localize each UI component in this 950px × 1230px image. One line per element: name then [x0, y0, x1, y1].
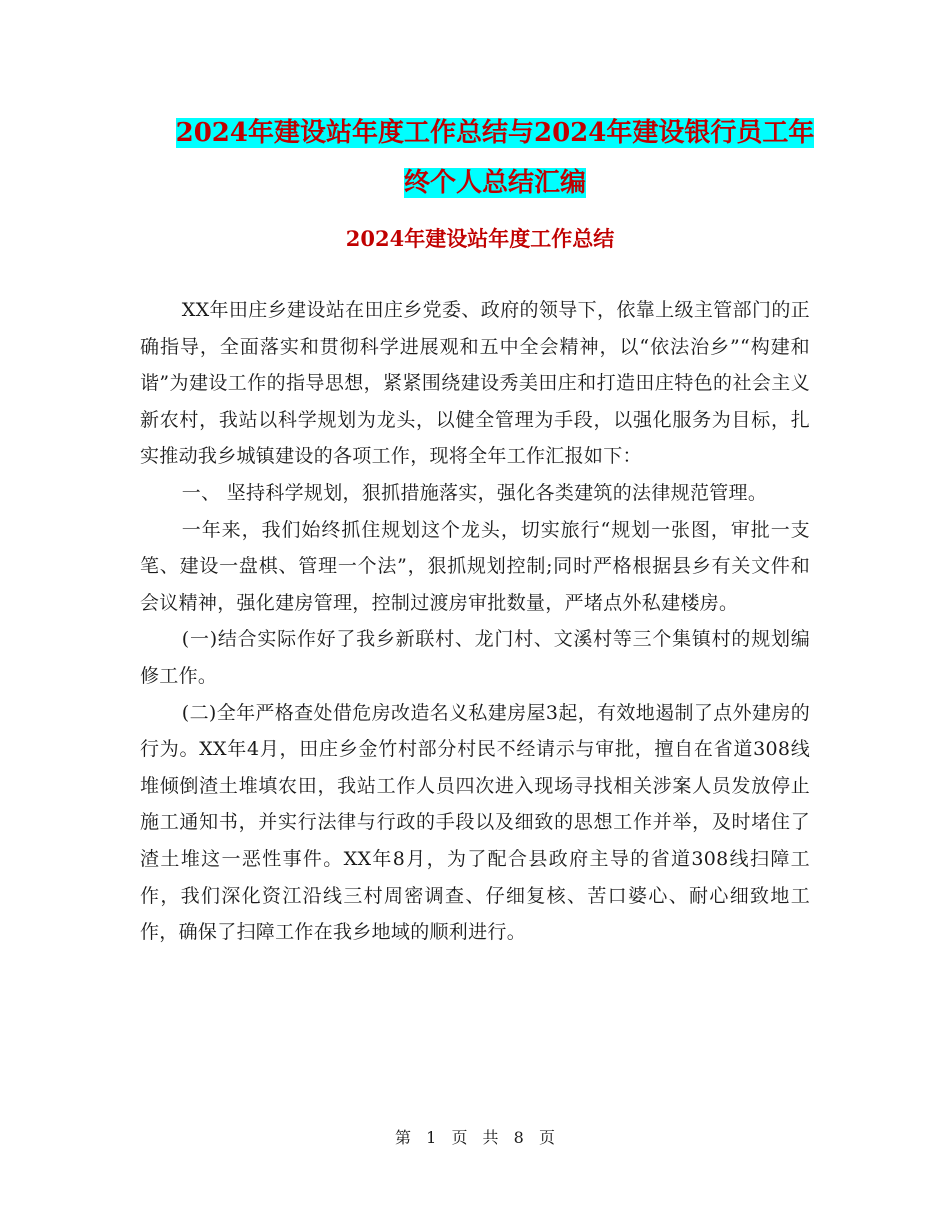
footer-total-pages: 8 [513, 1128, 524, 1147]
footer-page-number: 1 [426, 1128, 437, 1147]
paragraph-planning: 一年来，我们始终抓住规划这个龙头，切实旅行“规划一张图，审批一支笔、建设一盘棋、管理一个法”，狠抓规划控制;同时严格根据县乡有关文件和会议精神，强化建房管理，控制过渡房审批数量，严堵点外私建楼房。 [140, 518, 810, 614]
paragraph-intro: XX年田庄乡建设站在田庄乡党委、政府的领导下，依靠上级主管部门的正确指导，全面落实和贯彻科学进展观和五中全会精神，以“依法治乡”“构建和谐”为建设工作的指导思想，紧紧围绕建设秀美田庄和打造田庄特色的社会主义新农村，我站以科学规划为龙头，以健全管理为手段，以强化服务为目标，扎实推动我乡城镇建设的各项工作，现将全年工作汇报如下： [140, 299, 810, 468]
footer-suffix: 页 [538, 1128, 555, 1147]
footer-total-label: 共 [482, 1128, 499, 1147]
document-body [140, 292, 810, 951]
paragraph-heading-one: 一、 坚持科学规划，狠抓措施落实，强化各类建筑的法律规范管理。 [181, 481, 768, 504]
document-title-line-2: 终个人总结汇编 [403, 168, 586, 198]
paragraph-item-one: (一)结合实际作好了我乡新联村、龙门村、文溪村等三个集镇村的规划编修工作。 [140, 628, 810, 687]
document-title-line-1: 2024年建设站年度工作总结与2024年建设银行员工年 [175, 118, 815, 148]
footer-page-label: 页 [451, 1128, 468, 1147]
footer-prefix: 第 [395, 1128, 412, 1147]
section-title: 2024年建设站年度工作总结 [345, 226, 615, 251]
page-footer [0, 1126, 950, 1150]
document-title [140, 108, 850, 208]
paragraph-item-two: (二)全年严格查处借危房改造名义私建房屋3起，有效地遏制了点外建房的行为。XX年4月，田庄乡金竹村部分村民不经请示与审批，擅自在省道308线堆倾倒渣土堆填农田，我站工作人员四次进入现场寻找相关涉案人员发放停止施工通知书，并实行法律与行政的手段以及细致的思想工作并举，及时堵住了渣土堆这一恶性事件。XX年8月，为了配合县政府主导的省道308线扫障工作，我们深化资江沿线三村周密调查、仔细复核、苦口婆心、耐心细致地工作，确保了扫障工作在我乡地域的顺利进行。 [140, 701, 810, 944]
